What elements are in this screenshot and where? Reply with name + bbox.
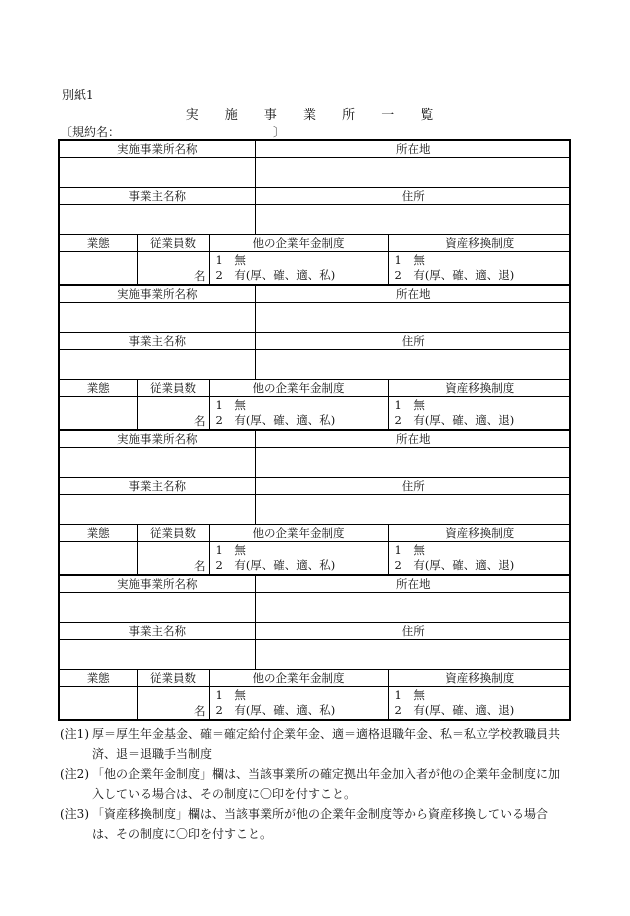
employees-header: 従業員数 (137, 235, 209, 252)
other-pension-option-none: 1 無 (215, 398, 246, 412)
office-list-sheet (58, 139, 571, 721)
count-unit: 名 (194, 414, 206, 428)
employer-name-header: 事業主名称 (60, 333, 255, 350)
office-name-cell[interactable] (60, 448, 255, 478)
asset-transfer-option-yes: 2 有(厚、確、適、退) (394, 268, 515, 282)
employees-count-cell[interactable] (137, 397, 209, 430)
other-pension-options[interactable] (209, 397, 388, 430)
asset-transfer-options[interactable] (388, 252, 571, 285)
other-pension-options[interactable] (209, 687, 388, 720)
asset-transfer-header: 資産移換制度 (388, 525, 571, 542)
other-pension-options[interactable] (209, 542, 388, 575)
employer-name-cell[interactable] (60, 495, 255, 525)
other-pension-header: 他の企業年金制度 (209, 235, 388, 252)
office-name-header: 実施事業所名称 (60, 141, 255, 158)
location-header: 所在地 (255, 141, 571, 158)
other-pension-option-none: 1 無 (215, 253, 246, 267)
asset-transfer-header: 資産移換制度 (388, 670, 571, 687)
asset-transfer-option-yes: 2 有(厚、確、適、退) (394, 558, 515, 572)
note-2 (60, 764, 580, 804)
asset-transfer-options[interactable] (388, 687, 571, 720)
other-pension-option-yes: 2 有(厚、確、適、私) (215, 413, 336, 427)
note-1 (60, 724, 580, 764)
address-header: 住所 (255, 188, 571, 205)
note-3-line-2: は、その制度に〇印を付すこと。 (92, 827, 273, 841)
other-pension-option-yes: 2 有(厚、確、適、私) (215, 703, 336, 717)
plan-name-label: 〔規約名： (60, 125, 121, 139)
asset-transfer-option-none: 1 無 (394, 253, 425, 267)
employees-header: 従業員数 (137, 525, 209, 542)
office-block (60, 141, 571, 284)
asset-transfer-option-none: 1 無 (394, 688, 425, 702)
employer-name-header: 事業主名称 (60, 478, 255, 495)
asset-transfer-option-none: 1 無 (394, 398, 425, 412)
employees-count-cell[interactable] (137, 542, 209, 575)
count-unit: 名 (194, 269, 206, 283)
address-cell[interactable] (255, 205, 571, 235)
note-1-label: (注1) (60, 727, 89, 741)
note-1-line-2: 済、退＝退職手当制度 (92, 747, 213, 761)
office-name-header: 実施事業所名称 (60, 285, 255, 303)
other-pension-option-yes: 2 有(厚、確、適、私) (215, 268, 336, 282)
note-2-label: (注2) (60, 767, 89, 781)
other-pension-header: 他の企業年金制度 (209, 525, 388, 542)
employer-name-cell[interactable] (60, 640, 255, 670)
location-header: 所在地 (255, 285, 571, 303)
business-type-cell[interactable] (60, 252, 137, 285)
employees-count-cell[interactable] (137, 687, 209, 720)
business-type-header: 業態 (60, 525, 137, 542)
office-name-cell[interactable] (60, 158, 255, 188)
asset-transfer-option-none: 1 無 (394, 543, 425, 557)
other-pension-option-none: 1 無 (215, 543, 246, 557)
page-title: 実 施 事 業 所 一 覧 (185, 108, 445, 123)
asset-transfer-option-yes: 2 有(厚、確、適、退) (394, 703, 515, 717)
business-type-cell[interactable] (60, 397, 137, 430)
other-pension-options[interactable] (209, 252, 388, 285)
office-block (60, 574, 571, 719)
note-2-line-1: 「他の企業年金制度」欄は、当該事業所の確定拠出年金加入者が他の企業年金制度に加 (92, 767, 561, 781)
address-cell[interactable] (255, 640, 571, 670)
office-block (60, 284, 571, 429)
asset-transfer-options[interactable] (388, 397, 571, 430)
location-cell[interactable] (255, 303, 571, 333)
employer-name-cell[interactable] (60, 350, 255, 380)
location-header: 所在地 (255, 430, 571, 448)
note-3 (60, 804, 580, 844)
business-type-header: 業態 (60, 235, 137, 252)
location-header: 所在地 (255, 575, 571, 593)
office-name-header: 実施事業所名称 (60, 430, 255, 448)
address-header: 住所 (255, 333, 571, 350)
address-header: 住所 (255, 478, 571, 495)
office-name-header: 実施事業所名称 (60, 575, 255, 593)
office-block (60, 429, 571, 574)
other-pension-header: 他の企業年金制度 (209, 670, 388, 687)
office-name-cell[interactable] (60, 593, 255, 623)
appendix-label: 別紙1 (62, 88, 94, 102)
address-cell[interactable] (255, 350, 571, 380)
employer-name-header: 事業主名称 (60, 188, 255, 205)
employer-name-header: 事業主名称 (60, 623, 255, 640)
address-header: 住所 (255, 623, 571, 640)
count-unit: 名 (194, 559, 206, 573)
asset-transfer-header: 資産移換制度 (388, 235, 571, 252)
location-cell[interactable] (255, 448, 571, 478)
employees-count-cell[interactable] (137, 252, 209, 285)
count-unit: 名 (194, 704, 206, 718)
location-cell[interactable] (255, 158, 571, 188)
other-pension-header: 他の企業年金制度 (209, 380, 388, 397)
plan-name-line (60, 123, 290, 140)
note-1-line-1: 厚＝厚生年金基金、確＝確定給付企業年金、適＝適格退職年金、私＝私立学校教職員共 (92, 727, 561, 741)
business-type-header: 業態 (60, 670, 137, 687)
business-type-cell[interactable] (60, 542, 137, 575)
business-type-header: 業態 (60, 380, 137, 397)
note-3-label: (注3) (60, 807, 89, 821)
plan-name-close-bracket: 〕 (273, 125, 286, 139)
other-pension-option-yes: 2 有(厚、確、適、私) (215, 558, 336, 572)
note-2-line-2: 入している場合は、その制度に〇印を付すこと。 (92, 787, 357, 801)
business-type-cell[interactable] (60, 687, 137, 720)
asset-transfer-option-yes: 2 有(厚、確、適、退) (394, 413, 515, 427)
note-3-line-1: 「資産移換制度」欄は、当該事業所が他の企業年金制度等から資産移換している場合 (92, 807, 549, 821)
other-pension-option-none: 1 無 (215, 688, 246, 702)
employer-name-cell[interactable] (60, 205, 255, 235)
notes-section (60, 724, 580, 844)
asset-transfer-options[interactable] (388, 542, 571, 575)
office-name-cell[interactable] (60, 303, 255, 333)
asset-transfer-header: 資産移換制度 (388, 380, 571, 397)
address-cell[interactable] (255, 495, 571, 525)
employees-header: 従業員数 (137, 380, 209, 397)
employees-header: 従業員数 (137, 670, 209, 687)
location-cell[interactable] (255, 593, 571, 623)
